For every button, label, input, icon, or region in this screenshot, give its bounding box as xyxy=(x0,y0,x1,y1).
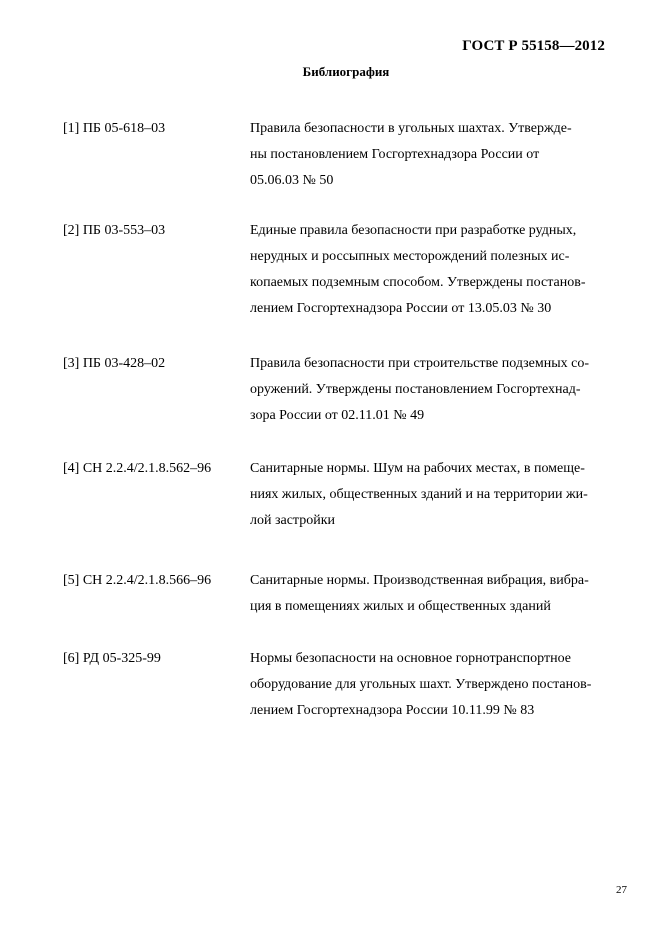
description-line: Нормы безопасности на основное горнотранспортное xyxy=(250,651,571,666)
description-line: ниях жилых, общественных зданий и на территории жи- xyxy=(250,487,588,502)
description-line: Единые правила безопасности при разработке рудных, xyxy=(250,223,577,238)
description-line: Правила безопасности при строительстве подземных со- xyxy=(250,356,590,371)
description-line: оборудование для угольных шахт. Утверждено постанов- xyxy=(250,677,592,692)
description-line: 05.06.03 № 50 xyxy=(250,173,334,188)
description-line: оружений. Утверждены постановлением Госгортехнад- xyxy=(250,382,581,397)
description-line: лением Госгортехнадзора России 10.11.99 № 83 xyxy=(250,703,535,718)
bibliography-description xyxy=(250,351,628,429)
description-line: ция в помещениях жилых и общественных зданий xyxy=(250,599,551,614)
bibliography-reference: [4] СН 2.2.4/2.1.8.562–96 xyxy=(63,461,212,476)
description-line: зора России от 02.11.01 № 49 xyxy=(250,408,425,423)
section-title: Библиография xyxy=(302,64,390,79)
bibliography-reference: [5] СН 2.2.4/2.1.8.566–96 xyxy=(63,573,212,588)
description-line: Правила безопасности в угольных шахтах. Утвержде- xyxy=(250,121,572,136)
document-code: ГОСТ Р 55158—2012 xyxy=(462,38,605,54)
bibliography-description xyxy=(250,218,628,322)
description-line: копаемых подземным способом. Утверждены постанов- xyxy=(250,275,586,290)
bibliography-description xyxy=(250,116,628,194)
page-number: 27 xyxy=(616,884,627,896)
bibliography-reference: [3] ПБ 03-428–02 xyxy=(63,356,166,371)
bibliography-reference: [6] РД 05-325-99 xyxy=(63,651,161,666)
bibliography-reference: [1] ПБ 05-618–03 xyxy=(63,121,166,136)
description-line: лением Госгортехнадзора России от 13.05.03 № 30 xyxy=(250,301,552,316)
bibliography-description xyxy=(250,456,628,534)
description-line: Санитарные нормы. Производственная вибрация, вибра- xyxy=(250,573,589,588)
description-line: нерудных и россыпных месторождений полезных ис- xyxy=(250,249,570,264)
description-line: ны постановлением Госгортехнадзора России от xyxy=(250,147,540,162)
description-line: Санитарные нормы. Шум на рабочих местах, в помеще- xyxy=(250,461,585,476)
bibliography-reference: [2] ПБ 03-553–03 xyxy=(63,223,166,238)
bibliography-description xyxy=(250,646,628,724)
bibliography-description xyxy=(250,568,628,620)
description-line: лой застройки xyxy=(250,513,336,528)
